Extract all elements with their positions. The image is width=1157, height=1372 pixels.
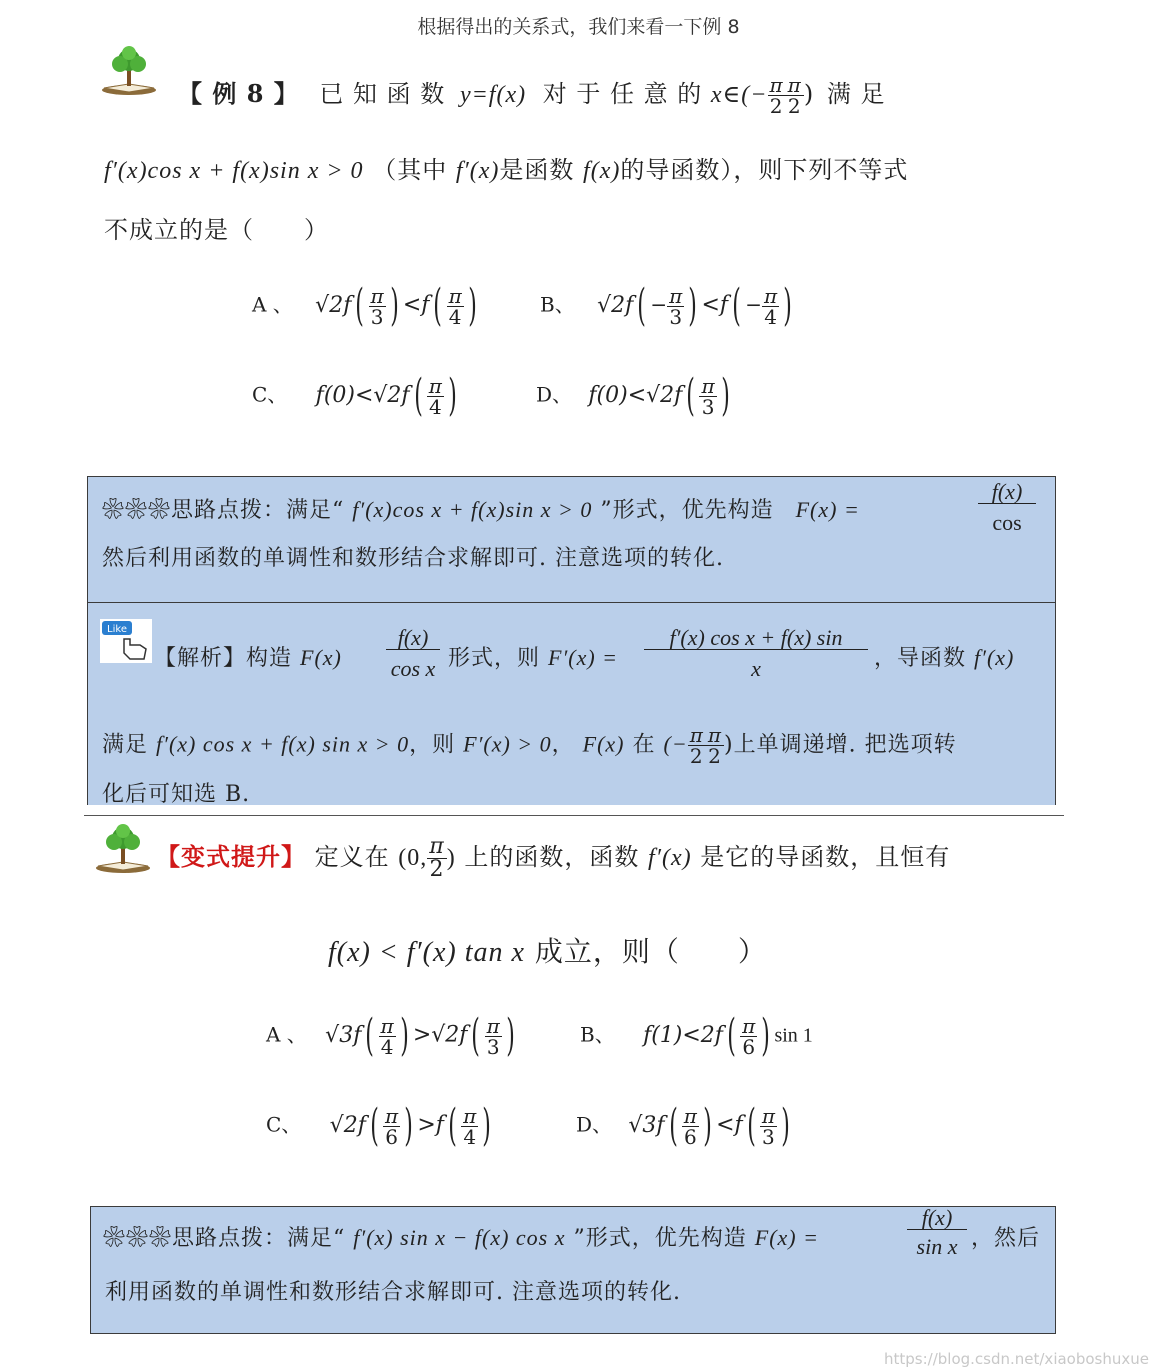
variant-option-c: C、 √2f( $\frac{\pi}{6}$ ) >f( $\frac{\pi}{4}$ ) xyxy=(266,1100,492,1151)
page-caption: 根据得出的关系式，我们来看一下例 8 xyxy=(417,16,740,38)
hint1-line1: ❀❀❀思路点拨：满足“ f′(x)cos x + f(x)sin x > 0 ”形式，优先构造 F(x) = xyxy=(102,497,860,523)
example8-question-line3: 不成立的是（ ） xyxy=(104,216,329,244)
variant-option-d: D、 √3f( $\frac{\pi}{6}$ ) <f( $\frac{\pi}{3}$ ) xyxy=(576,1100,790,1151)
hint1-fraction: $\frac{f(x)}{\cos}$ xyxy=(978,481,1036,534)
solution-line1: 【解析】构造 F(x) xyxy=(154,645,342,671)
flower-icons: ❀❀❀ xyxy=(103,1226,173,1251)
example8-option-a: A 、 √2f( $\frac{\pi}{3}$ ) <f( $\frac{\pi}{4}$ ) xyxy=(252,280,477,331)
solution-line2: 满足 f′(x) cos x + f(x) sin x > 0，则 F′(x) > 0， F(x) 在 (− $\frac{\pi}{2}$ $\frac{\pi}{2}$ )上单调递增. 把选项转 xyxy=(102,723,957,768)
example8-question-line2: f′(x)cos x + f(x)sin x > 0 （其中 f′(x)是函数 f(x)的导函数），则下列不等式 xyxy=(104,156,909,184)
solution-panel xyxy=(87,602,1056,805)
variant-line1: 【变式提升】 定义在 (0, $\frac{\pi}{2}$ ) 上的函数，函数 f′(x) 是它的导函数，且恒有 xyxy=(156,834,951,882)
example8-option-b: B、 √2f( − $\frac{\pi}{3}$ ) <f( − $\frac{\pi}{4}$ ) xyxy=(540,280,793,331)
like-hand-icon xyxy=(100,619,152,663)
example8-option-d: D、 f(0)<√2f( $\frac{\pi}{3}$ ) xyxy=(536,370,730,421)
hint-panel-1 xyxy=(87,476,1056,604)
example8-question-line1: 【 例 8 】 已 知 函 数 y=f(x) 对 于 任 意 的 x∈(− $\frac{\pi}{2}$ $\frac{\pi}{2}$ ) 满 足 xyxy=(178,73,886,118)
hint-panel-2 xyxy=(90,1206,1056,1334)
svg-text:Like: Like xyxy=(107,624,127,635)
solution-fraction-2: $\frac{\text{f′(x) cos x + f(x) sin}}{x}$ xyxy=(644,627,868,680)
hint2-line1: ❀❀❀思路点拨：满足“ f′(x) sin x − f(x) cos x ”形式，优先构造 F(x) = xyxy=(103,1225,819,1251)
tree-book-icon xyxy=(94,822,152,874)
hint1-line2: 然后利用函数的单调性和数形结合求解即可. 注意选项的转化. xyxy=(102,546,724,571)
hint2-fraction: $\frac{f(x)}{\text{sin x}}$ xyxy=(907,1207,967,1258)
solution-line1c: ，导函数 f′(x) xyxy=(874,645,1015,671)
variant-option-b: B、 f(1)<2f( $\frac{\pi}{6}$ ) sin 1 xyxy=(580,1010,813,1061)
example8-option-c: C、 f(0)<√2f( $\frac{\pi}{4}$ ) xyxy=(252,370,457,421)
solution-line3: 化后可知选 B. xyxy=(102,782,251,807)
variant-option-a: A 、 √3f( $\frac{\pi}{4}$ ) >√2f( $\frac{\pi}{3}$ ) xyxy=(266,1010,515,1061)
hint2-line2: 利用函数的单调性和数形结合求解即可. 注意选项的转化. xyxy=(105,1280,681,1305)
section-divider xyxy=(84,815,1064,816)
variant-line2: f(x) < f′(x) tan x 成立，则（ ） xyxy=(328,935,767,968)
example8-label: 【 例 8 】 xyxy=(178,79,299,108)
tree-book-icon xyxy=(100,44,158,96)
solution-fraction-1: $\frac{f(x)}{\text{cos x}}$ xyxy=(386,627,440,680)
hint2-tail: ，然后 xyxy=(971,1226,1041,1251)
solution-line1b: 形式，则 F′(x) = xyxy=(448,645,619,671)
flower-icons: ❀❀❀ xyxy=(102,498,172,523)
watermark: https://blog.csdn.net/xiaoboshuxue xyxy=(883,1350,1149,1368)
variant-label: 【变式提升】 xyxy=(156,842,306,871)
